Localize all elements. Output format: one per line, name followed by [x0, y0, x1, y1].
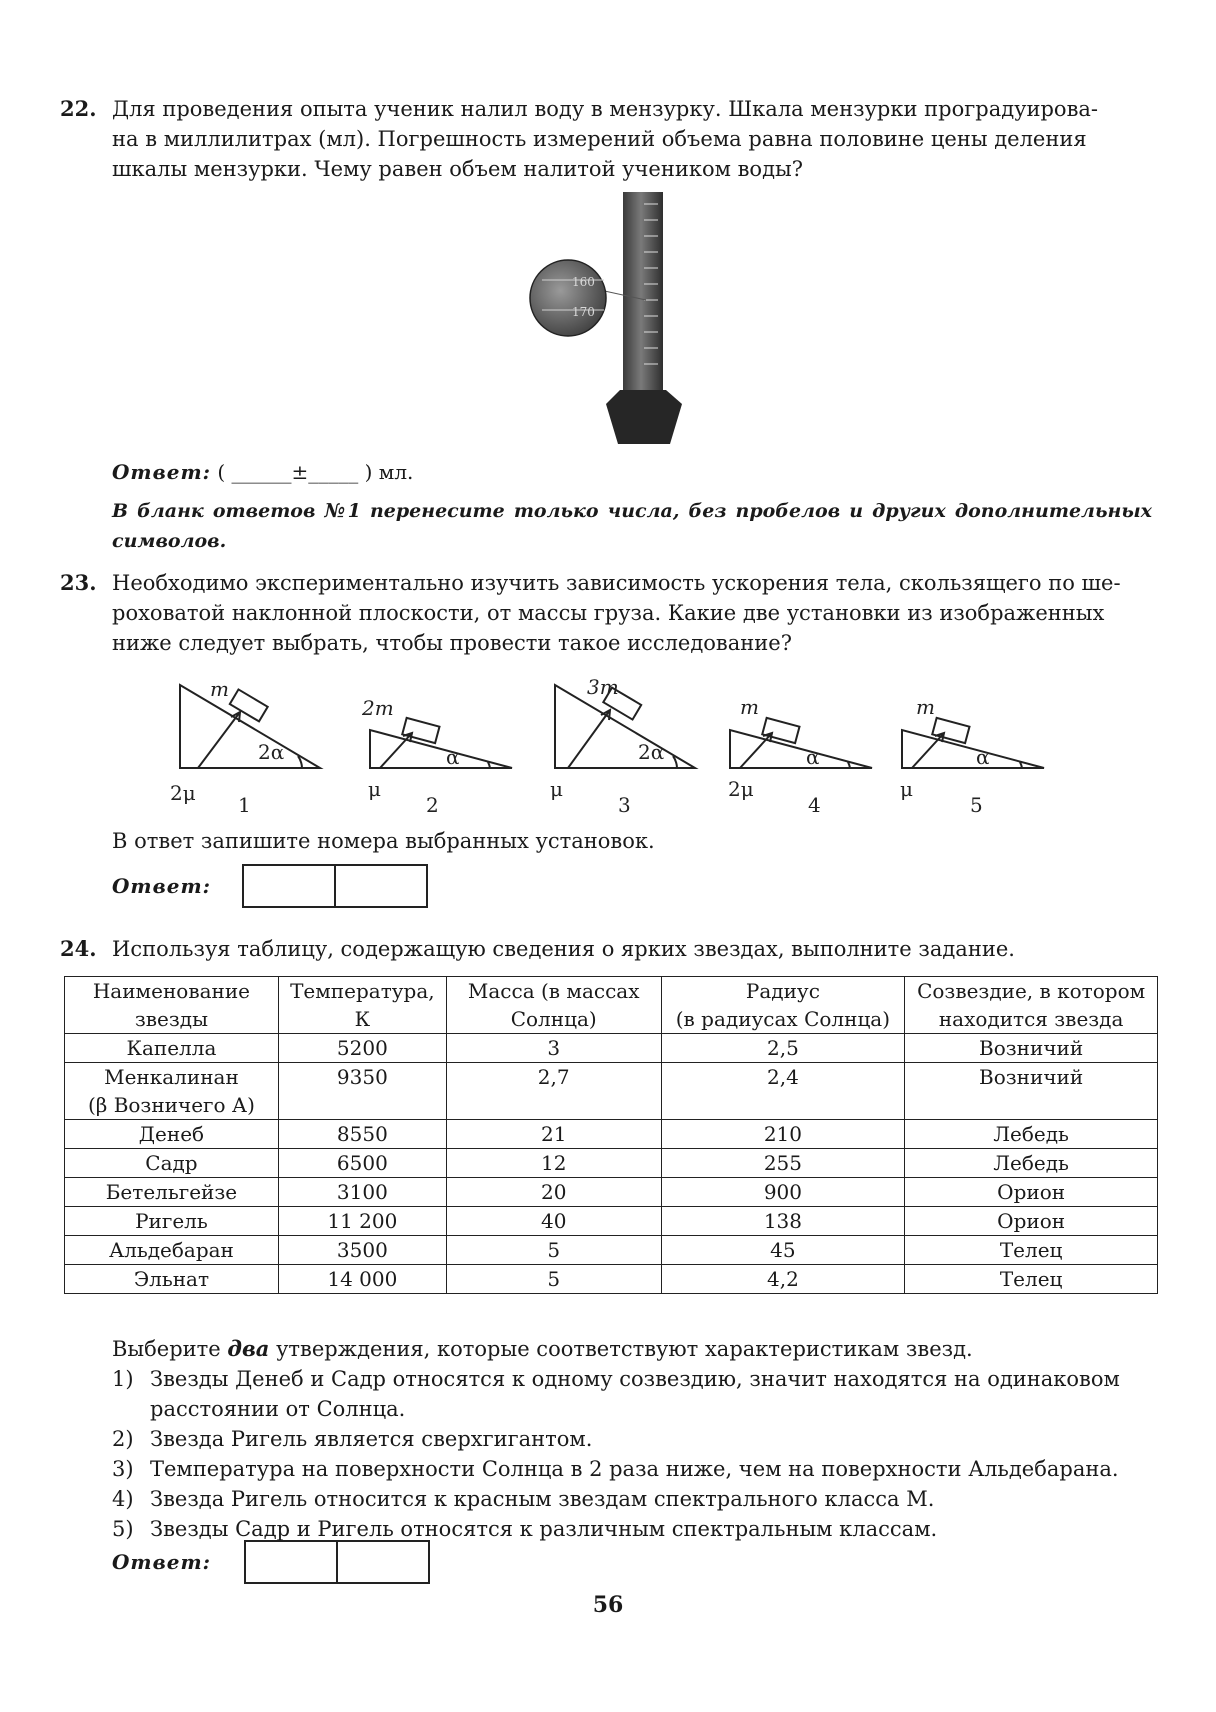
table-header-row	[65, 977, 1158, 1034]
table-row	[65, 1149, 1158, 1178]
star-name: Денеб	[65, 1120, 279, 1149]
star-mass: 2,7	[446, 1063, 661, 1120]
star-radius: 138	[661, 1207, 905, 1236]
star-mass: 40	[446, 1207, 661, 1236]
task-number: 22.	[60, 96, 97, 121]
star-name: Менкалинан (β Возничего А)	[65, 1063, 279, 1120]
star-name: Капелла	[65, 1034, 279, 1063]
choose-instruction: Выберите два утверждения, которые соответствуют характеристикам звезд.	[112, 1336, 973, 1361]
setup-2	[370, 718, 512, 768]
angle-label: 2α	[638, 740, 665, 764]
friction-label: 2μ	[728, 777, 754, 801]
star-temperature: 11 200	[278, 1207, 446, 1236]
star-temperature: 3100	[278, 1178, 446, 1207]
star-radius: 4,2	[661, 1265, 905, 1294]
star-constellation: Орион	[905, 1207, 1158, 1236]
setup-number: 1	[238, 793, 251, 817]
friction-label: μ	[368, 777, 381, 801]
answer-box[interactable]	[336, 1542, 428, 1582]
friction-label: μ	[550, 777, 563, 801]
task-22-note: В бланк ответов №1 перенесите только числа, без пробелов и других дополнительных символов.	[112, 500, 1152, 552]
magnifier-circle	[530, 260, 606, 336]
task-23-text	[112, 568, 1152, 658]
setup-4	[730, 718, 872, 768]
answer-box[interactable]	[334, 866, 426, 906]
mass-label: m	[210, 677, 229, 701]
task-number: 23.	[60, 570, 97, 595]
magnifier-label: 160	[572, 275, 595, 289]
star-temperature: 5200	[278, 1034, 446, 1063]
task-22-answer	[112, 460, 413, 484]
star-radius: 210	[661, 1120, 905, 1149]
column-header: Масса (в массах Солнца)	[446, 977, 661, 1034]
star-temperature: 6500	[278, 1149, 446, 1178]
task-24-answer	[112, 1550, 211, 1574]
star-constellation: Телец	[905, 1236, 1158, 1265]
star-radius: 900	[661, 1178, 905, 1207]
incline	[902, 730, 1044, 768]
task-text-line: на в миллилитрах (мл). Погрешность измерений объема равна половине цены деления	[112, 127, 1087, 151]
friction-label: μ	[900, 777, 913, 801]
star-mass: 3	[446, 1034, 661, 1063]
inclined-planes-diagram	[150, 670, 1070, 820]
task-24-statements	[112, 1334, 1162, 1544]
star-radius: 2,5	[661, 1034, 905, 1063]
column-header: Температура, К	[278, 977, 446, 1034]
answer-label: Ответ:	[112, 460, 211, 484]
answer-box[interactable]	[244, 866, 334, 906]
task-23-instruction: В ответ запишите номера выбранных установок.	[112, 829, 655, 853]
star-mass: 20	[446, 1178, 661, 1207]
page-number: 56	[592, 1592, 624, 1618]
task-text-line: шкалы мензурки. Чему равен объем налитой учеником воды?	[112, 157, 803, 181]
mass-label: 2m	[362, 696, 394, 720]
statement: 4) Звезда Ригель относится к красным звездам спектрального класса М.	[112, 1487, 935, 1511]
column-header: Радиус (в радиусах Солнца)	[661, 977, 905, 1034]
arrow	[740, 733, 772, 768]
star-name: Альдебаран	[65, 1236, 279, 1265]
measuring-cylinder-image	[520, 190, 720, 452]
statement: 5) Звезды Садр и Ригель относятся к различным спектральным классам.	[112, 1517, 938, 1541]
choose-word: два	[227, 1336, 270, 1361]
answer-label: Ответ:	[112, 1550, 211, 1574]
setup-3	[555, 685, 695, 768]
star-temperature: 14 000	[278, 1265, 446, 1294]
table-row	[65, 1236, 1158, 1265]
answer-box[interactable]	[246, 1542, 336, 1582]
angle-label: 2α	[258, 740, 285, 764]
star-name: Бетельгейзе	[65, 1178, 279, 1207]
statement: 1) Звезды Денеб и Садр относятся к одному созвездию, значит находятся на одинаковом расстоянии от Солнца.	[112, 1367, 1120, 1421]
setup-5	[902, 718, 1044, 768]
answer-label: Ответ:	[112, 874, 211, 898]
task-number: 24.	[60, 936, 97, 961]
star-radius: 255	[661, 1149, 905, 1178]
incline	[730, 730, 872, 768]
setup-number: 2	[426, 793, 439, 817]
answer-template: ( ______±_____ ) мл.	[217, 460, 414, 484]
arrow	[568, 710, 610, 768]
star-constellation: Возничий	[905, 1034, 1158, 1063]
star-name: Ригель	[65, 1207, 279, 1236]
task-22-text	[112, 94, 1152, 184]
star-radius: 45	[661, 1236, 905, 1265]
stars-table	[64, 976, 1158, 1294]
star-temperature: 8550	[278, 1120, 446, 1149]
task-text-line: роховатой наклонной плоскости, от массы груза. Какие две установки из изображенных	[112, 601, 1105, 625]
statement: 3) Температура на поверхности Солнца в 2 раза ниже, чем на поверхности Альдебарана.	[112, 1457, 1119, 1481]
arrow	[380, 733, 412, 768]
star-constellation: Возничий	[905, 1063, 1158, 1120]
task-text-line: ниже следует выбрать, чтобы провести такое исследование?	[112, 631, 792, 655]
column-header: Наименование звезды	[65, 977, 279, 1034]
angle-label: α	[446, 745, 460, 769]
table-row	[65, 1265, 1158, 1294]
cylinder-base	[606, 390, 682, 444]
table-row	[65, 1178, 1158, 1207]
mass-label: 3m	[587, 675, 619, 699]
setup-number: 3	[618, 793, 631, 817]
column-header: Созвездие, в котором находится звезда	[905, 977, 1158, 1034]
star-mass: 12	[446, 1149, 661, 1178]
angle-label: α	[806, 745, 820, 769]
setup-number: 5	[970, 793, 983, 817]
magnifier-label: 170	[572, 305, 595, 319]
task-23-answer	[112, 874, 211, 898]
star-temperature: 3500	[278, 1236, 446, 1265]
arrow	[912, 733, 944, 768]
task-24-intro: Используя таблицу, содержащую сведения о ярких звездах, выполните задание.	[112, 937, 1015, 961]
star-mass: 5	[446, 1236, 661, 1265]
star-constellation: Лебедь	[905, 1120, 1158, 1149]
table-row	[65, 1063, 1158, 1120]
setup-1	[180, 685, 320, 768]
star-radius: 2,4	[661, 1063, 905, 1120]
star-constellation: Орион	[905, 1178, 1158, 1207]
answer-boxes[interactable]	[242, 864, 428, 908]
statement: 2) Звезда Ригель является сверхгигантом.	[112, 1427, 593, 1451]
star-mass: 21	[446, 1120, 661, 1149]
star-mass: 5	[446, 1265, 661, 1294]
incline	[370, 730, 512, 768]
star-name: Эльнат	[65, 1265, 279, 1294]
star-temperature: 9350	[278, 1063, 446, 1120]
mass-label: m	[916, 695, 935, 719]
setup-number: 4	[808, 793, 821, 817]
mass-label: m	[740, 695, 759, 719]
table-row	[65, 1034, 1158, 1063]
angle-label: α	[976, 745, 990, 769]
arrow	[198, 712, 240, 768]
table-row	[65, 1207, 1158, 1236]
table-row	[65, 1120, 1158, 1149]
answer-boxes[interactable]	[244, 1540, 430, 1584]
friction-label: 2μ	[170, 781, 196, 805]
task-text-line: Для проведения опыта ученик налил воду в мензурку. Шкала мензурки проградуирова-	[112, 97, 1099, 121]
star-constellation: Телец	[905, 1265, 1158, 1294]
task-text-line: Необходимо экспериментально изучить зависимость ускорения тела, скользящего по ше-	[112, 571, 1121, 595]
star-constellation: Лебедь	[905, 1149, 1158, 1178]
star-name: Садр	[65, 1149, 279, 1178]
